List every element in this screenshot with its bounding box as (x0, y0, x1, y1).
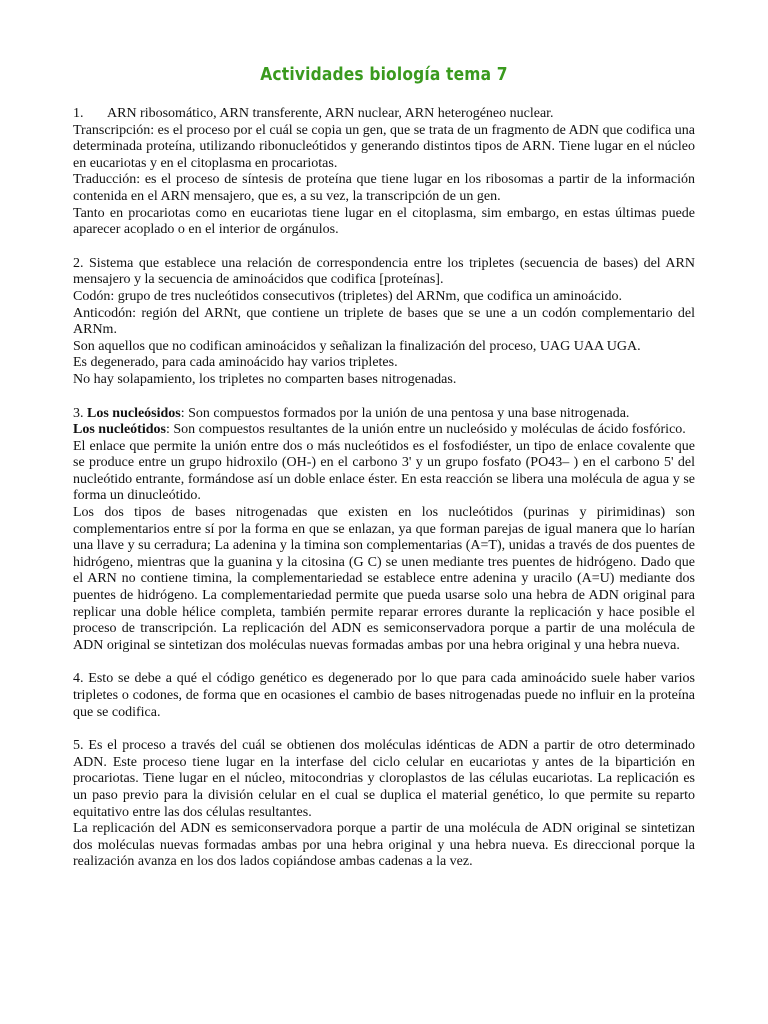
section-gap (73, 721, 695, 738)
section-5 (73, 738, 695, 871)
document-body (73, 106, 695, 871)
transcription-paragraph: Transcripción: es el proceso por el cuál se copia un gen, que se trata de un fragmento de ADN que codifica una determinada proteína, utilizando ribonucleótidos y generando distintos tipos de ARN. Tiene lugar en el núcleo en eucariotas y en el citoplasma en procariotas. (73, 122, 695, 171)
semiconservative-paragraph: La replicación del ADN es semiconservadora porque a partir de una molécula de ADN original se sintetizan dos moléculas nuevas formadas ambas por una hebra original y una hebra nueva. Es direccional porque la realización avanza en los dos lados copiándose ambas cadenas a la vez. (73, 821, 695, 870)
degenerate-paragraph: Es degenerado, para cada aminoácido hay varios tripletes. (73, 355, 398, 371)
section-3-prefix: 3. (73, 405, 87, 421)
stop-codons-paragraph: Son aquellos que no codifican aminoácidos y señalizan la finalización del proceso, UAG UAA UGA. (73, 338, 641, 354)
complementarity-paragraph: Los dos tipos de bases nitrogenadas que existen en los nucleótidos (purinas y pirimidinas) son complementarios entre sí por la forma en que se enlazan, ya que forman parejas de igual manera que lo harían una llave y su cerradura; La adenina y la timina son complementarias (A=T), unidas a través de dos puentes de hidrógeno, mientras que la guanina y la citosina (G C) se unen mediante tres puentes de hidrógeno. Dado que el ARN no contiene timina, la complementariedad se establece entre adenina y uracilo (A=U) mediante dos puentes de hidrógeno. La complementariedad permite que pueda usarse solo una hebra de ADN original para replicar una doble hélice completa, también permite reparar errores durante la replicación y hace posible el proceso de transcripción. La replicación del ADN es semiconservadora porque a partir de una molécula de ADN original se sintetizan dos moléculas nuevas formadas ambas por una hebra original y una hebra nueva. (73, 505, 695, 653)
section-gap (73, 389, 695, 406)
section-gap (73, 654, 695, 671)
anticodon-paragraph: Anticodón: región del ARNt, que contiene un triplete de bases que se une a un codón complementario del ARNm. (73, 305, 695, 338)
section-2 (73, 256, 695, 389)
document-title: Actividades biología tema 7 (260, 64, 508, 85)
nucleotides-term: Los nucleótidos (73, 422, 166, 438)
section-1-item (73, 106, 695, 123)
nucleotides-definition: : Son compuestos resultantes de la unión entre un nucleósido y moléculas de ácido fosfórico. (165, 422, 686, 438)
degeneracy-paragraph: 4. Esto se debe a qué el código genético es degenerado por lo que para cada aminoácido suele haber varios tripletes o codones, de forma que en ocasiones el cambio de bases nitrogenadas puede no influir en la proteína que se codifica. (73, 671, 695, 720)
translation-paragraph: Traducción: es el proceso de síntesis de proteína que tiene lugar en los ribosomas a partir de la información contenida en el ARN mensajero, que es, a su vez, la transcripción de un gen. (73, 172, 695, 204)
replication-paragraph: 5. Es el proceso a través del cuál se obtienen dos moléculas idénticas de ADN a partir de otro determinado ADN. Este proceso tiene lugar en la interfase del ciclo celular en eucariotas y antes de la bipartición en procariotas. Tiene lugar en el núcleo, mitocondrias y cloroplastos de las células eucariotas. La replicación es un paso previo para la división celular en el cual se duplica el material genético, lo que permite su reparto equitativo entre las dos células resultantes. (73, 738, 695, 820)
genetic-code-paragraph: 2. Sistema que establece una relación de correspondencia entre los tripletes (secuencia de bases) del ARN mensajero y la secuencia de aminoácidos que codifica [proteínas]. (73, 255, 695, 288)
no-overlap-paragraph: No hay solapamiento, los tripletes no comparten bases nitrogenadas. (73, 371, 457, 387)
codon-paragraph: Codón: grupo de tres nucleótidos consecutivos (tripletes) del ARNm, que codifica un aminoácido. (73, 288, 622, 304)
nucleotides-paragraph (73, 422, 695, 439)
section-3 (73, 406, 695, 655)
phosphodiester-paragraph: El enlace que permite la unión entre dos o más nucleótidos es el fosfodiéster, un tipo de enlace covalente que se produce entre un grupo hidroxilo (OH-) en el carbono 3' y un grupo fosfato (PO43– ) en el carbono 5' del nucleótido entrante, formándose así un doble enlace éster. En esta reacción se libera una molécula de agua y se forma un dinucleótido. (73, 438, 695, 504)
section-gap (73, 239, 695, 256)
rna-types-text: ARN ribosomático, ARN transferente, ARN nuclear, ARN heterogéneo nuclear. (107, 106, 554, 121)
section-1-number: 1. (73, 106, 84, 121)
section-1 (73, 106, 695, 239)
nucleosides-term: Los nucleósidos (87, 405, 181, 421)
nucleosides-paragraph (73, 406, 695, 423)
section-4 (73, 671, 695, 721)
nucleosides-definition: : Son compuestos formados por la unión de una pentosa y una base nitrogenada. (180, 405, 630, 421)
location-paragraph: Tanto en procariotas como en eucariotas tiene lugar en el citoplasma, sim embargo, en estas últimas puede aparecer acoplado o en el interior de orgánulos. (73, 205, 695, 238)
